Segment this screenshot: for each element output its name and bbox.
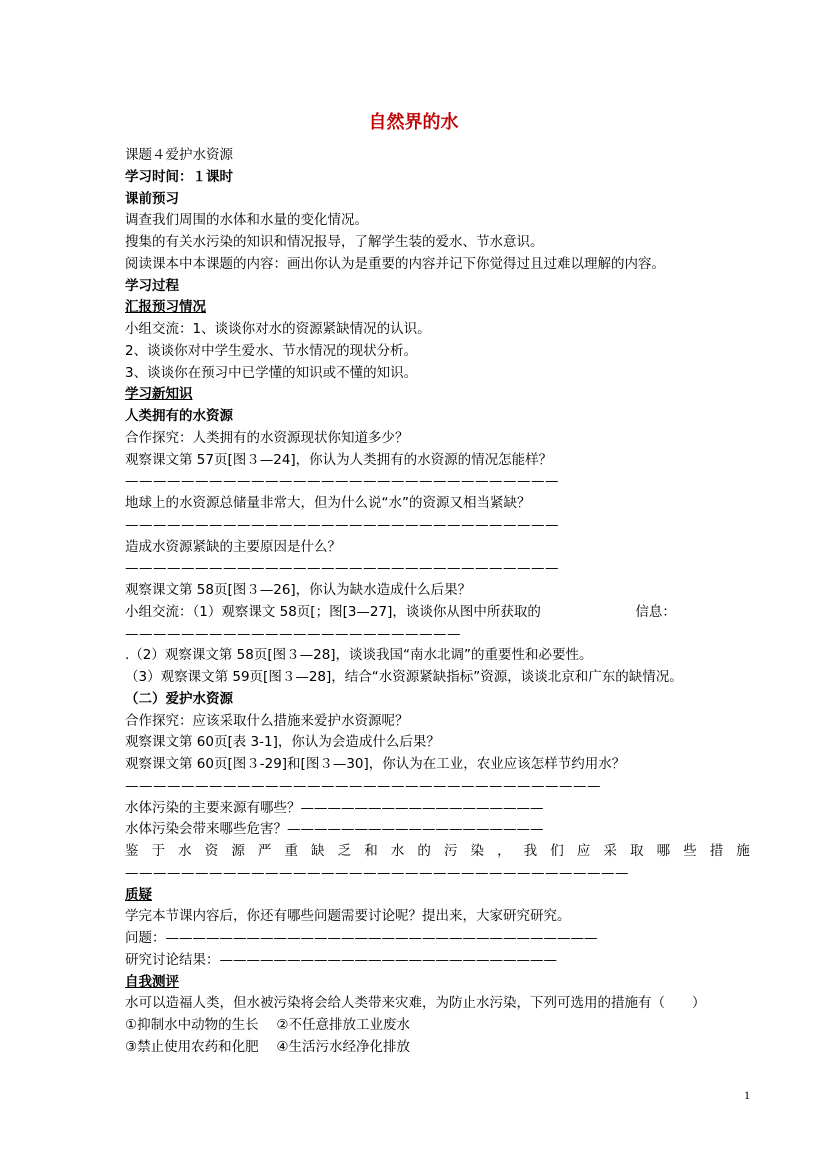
text-line <box>125 602 750 624</box>
text-line <box>125 406 750 428</box>
line-text: 观察课文第 60页[图３-29]和[图３—30]，你认为在工业，农业应该怎样节约用水？ <box>125 756 626 772</box>
line-text: 合作探究：人类拥有的水资源现状你知道多少？ <box>125 429 409 446</box>
line-text: 地球上的水资源总储量非常大，但为什么说“水”的资源又相当紧缺？ <box>125 495 531 511</box>
spread-char: 严 <box>257 843 272 859</box>
spread-char: 取 <box>629 843 644 859</box>
text-line <box>125 471 750 493</box>
page-number: 1 <box>744 1088 750 1102</box>
line-text: 观察课文第 57页[图３—24]，你认为人类拥有的水资源的情况怎能样？ <box>125 451 553 468</box>
line-text: 合作探究：应该采取什么措施来爱护水资源呢？ <box>125 712 409 729</box>
text-line <box>125 928 750 950</box>
line-text: 水可以造福人类，但水被污染将会给人类带来灾难，为防止水污染，下列可选用的措施有（ ） <box>125 995 706 1012</box>
document-body <box>125 145 750 1059</box>
text-line <box>125 384 750 406</box>
spread-char: 于 <box>151 843 166 859</box>
line-text: 学完本节课内容后，你还有哪些问题需要讨论呢？提出来，大家研究研究。 <box>125 908 571 925</box>
spread-char: 和 <box>364 843 378 859</box>
line-text: ——————————————————————————————— <box>125 560 559 577</box>
line-text: 2、谈谈你对中学生爱水、节水情况的现状分析。 <box>125 342 418 359</box>
line-text: 课前预习 <box>125 190 179 207</box>
spread-char: 水 <box>178 843 192 859</box>
spread-char: 污 <box>443 843 458 859</box>
text-line <box>125 254 750 276</box>
line-text: 3、谈谈你在预习中已学懂的知识或不懂的知识。 <box>125 364 418 381</box>
line-text: 观察课文第 58页[图３—26]，你认为缺水造成什么后果？ <box>125 582 472 598</box>
line-text: 学习新知识 <box>125 386 193 403</box>
spread-char: 们 <box>550 843 564 859</box>
text-line <box>125 341 750 363</box>
line-text: 小组交流：1、谈谈你对水的资源紧缺情况的认识。 <box>125 321 431 337</box>
text-line <box>125 732 750 754</box>
text-line <box>125 624 750 646</box>
line-text: 质疑 <box>125 886 152 903</box>
text-line <box>125 885 750 907</box>
text-line <box>125 167 750 189</box>
text-line <box>125 1037 750 1059</box>
text-line <box>125 906 750 928</box>
text-line <box>125 319 750 341</box>
text-line <box>125 972 750 994</box>
line-text: ③禁止使用农药和化肥 ④生活污水经净化排放 <box>125 1038 410 1055</box>
text-line <box>125 841 750 863</box>
spread-char: 我 <box>523 843 538 859</box>
spread-char: 染 <box>470 843 485 859</box>
text-line <box>125 689 750 711</box>
text-line <box>125 450 750 472</box>
text-line <box>125 580 750 602</box>
line-text: ——————————————————————————————— <box>125 473 559 490</box>
text-line <box>125 950 750 972</box>
line-text: 观察课文第 60页[表 3-1]，你认为会造成什么后果？ <box>125 734 440 751</box>
line-text: —————————————————————————————————— <box>125 777 601 794</box>
line-text: 研究讨论结果：————————————————————————— <box>125 951 557 968</box>
text-line <box>125 819 750 841</box>
text-line <box>125 145 750 167</box>
spread-char: 施 <box>736 843 750 859</box>
line-text: ——————————————————————————————— <box>125 516 559 533</box>
line-text: 调查我们周围的水体和水量的变化情况。 <box>125 212 368 229</box>
line-text: 人类拥有的水资源 <box>125 408 233 424</box>
spread-char: 些 <box>683 843 697 859</box>
text-line <box>125 667 750 689</box>
text-line <box>125 189 750 211</box>
spread-char: 水 <box>390 843 405 859</box>
text-line <box>125 993 750 1015</box>
text-line <box>125 798 750 820</box>
text-line <box>125 232 750 254</box>
line-text: ———————————————————————————————————— <box>125 864 629 881</box>
line-text: ———————————————————————— <box>125 625 461 642</box>
spread-char: 源 <box>231 843 245 859</box>
line-text: ①抑制水中动物的生长 ②不任意排放工业废水 <box>125 1017 410 1033</box>
line-text: 造成水资源紧缺的主要原因是什么？ <box>125 538 341 555</box>
line-text: （3）观察课文第 59页[图３—28]，结合“水资源紧缺指标”资源，谈谈北京和广东的缺情况。 <box>125 669 683 685</box>
line-text: 汇报预习情况 <box>125 299 206 316</box>
text-line <box>125 537 750 559</box>
spread-char: 的 <box>417 843 431 859</box>
text-line <box>125 428 750 450</box>
line-text: 阅读课本中本课题的内容：画出你认为是重要的内容并记下你觉得过且过难以理解的内容。 <box>125 255 665 272</box>
spread-char: 重 <box>284 843 298 859</box>
text-line <box>125 558 750 580</box>
text-line <box>125 515 750 537</box>
text-line <box>125 493 750 515</box>
text-line <box>125 776 750 798</box>
line-text: 水体污染的主要来源有哪些？—————————————————— <box>125 799 544 816</box>
spread-char: 应 <box>576 843 591 859</box>
document-title: 自然界的水 <box>368 112 459 133</box>
text-line <box>125 297 750 319</box>
spread-char: 资 <box>204 843 219 859</box>
line-text: .（2）观察课文第 58页[图３—28]，谈谈我国“南水北调”的重要性和必要性。 <box>125 647 593 664</box>
spread-char: 缺 <box>311 843 325 859</box>
line-text: 搜集的有关水污染的知识和情况报导，了解学生装的爱水、节水意识。 <box>125 234 544 250</box>
line-text: （二）爱护水资源 <box>125 690 233 707</box>
line-text: 学习时间：１课时 <box>125 168 233 185</box>
text-line <box>125 645 750 667</box>
text-line <box>125 1015 750 1037</box>
spread-char: 哪 <box>656 843 671 859</box>
line-text: 小组交流：（1）观察课文 58页[；图[3—27]，谈谈你从图中所获取的 信息： <box>125 603 676 620</box>
line-text: 问题：———————————————————————————————— <box>125 930 598 946</box>
text-line <box>125 363 750 385</box>
spread-char: 乏 <box>337 843 352 859</box>
spread-char: 鉴 <box>125 843 139 859</box>
text-line <box>125 711 750 733</box>
line-text: 学习过程 <box>125 277 179 294</box>
text-line <box>125 210 750 232</box>
text-line <box>125 863 750 885</box>
spread-char: 采 <box>603 843 617 859</box>
text-line <box>125 276 750 298</box>
spread-char: ， <box>497 843 511 859</box>
text-line <box>125 754 750 776</box>
spread-char: 措 <box>709 843 724 859</box>
line-text: 课题４爱护水资源 <box>125 147 233 163</box>
line-text: 自我测评 <box>125 973 179 990</box>
line-text: 水体污染会带来哪些危害？——————————————————— <box>125 821 544 838</box>
